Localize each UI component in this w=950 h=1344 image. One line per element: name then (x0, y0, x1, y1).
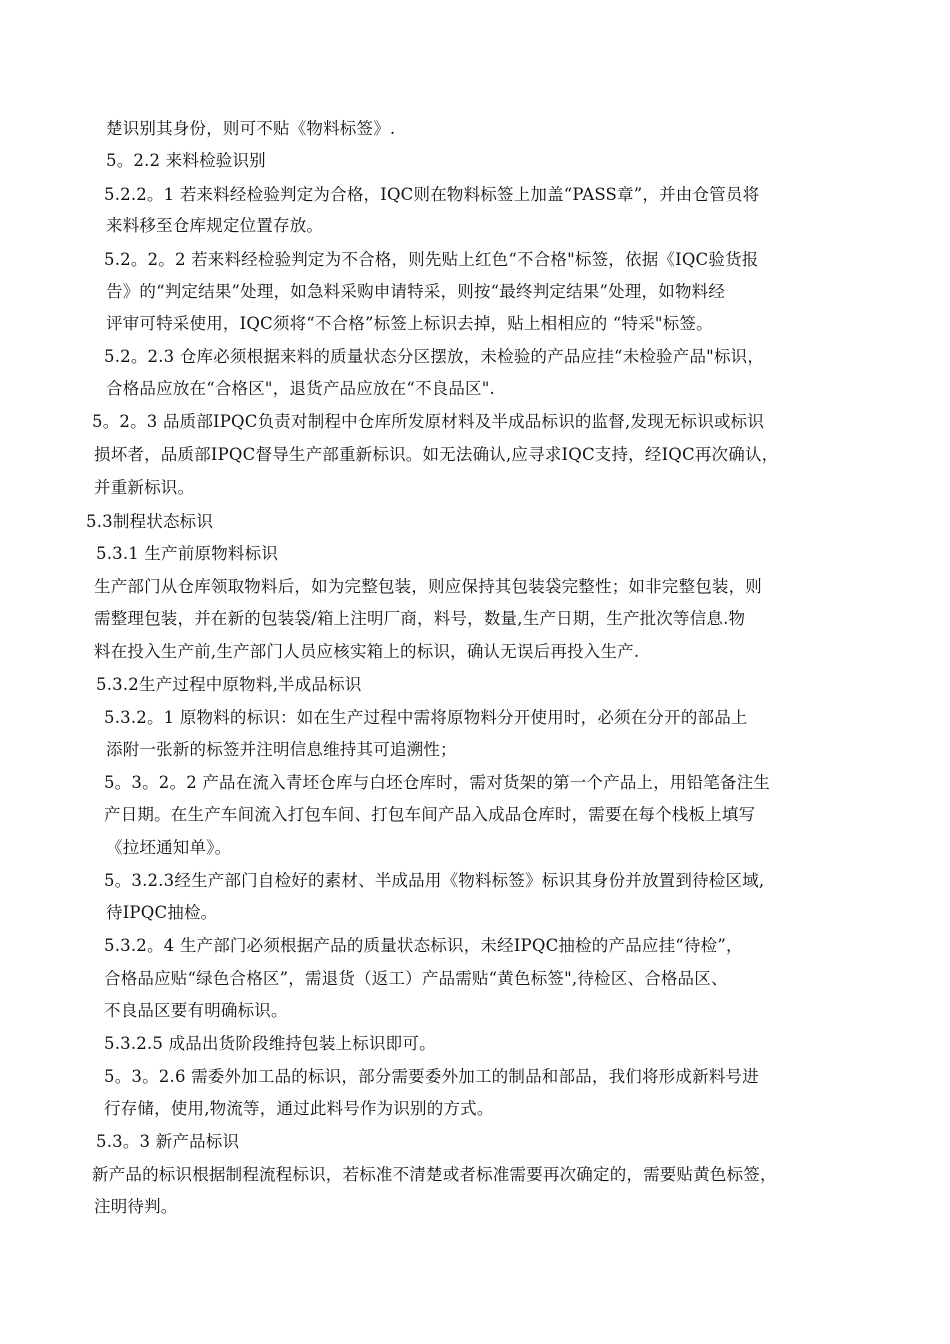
text-line: 行存储，使用,物流等，通过此料号作为识别的方式。 (104, 1099, 494, 1118)
text-line: 评审可特采使用，IQC须将“不合格”标签上标识去掉，贴上相相应的 “特采"标签。 (106, 314, 713, 333)
text-line: 5.3.2。1 原物料的标识：如在生产过程中需将原物料分开使用时，必须在分开的部品上 (104, 708, 748, 727)
text-line: 5.2。2.3 仓库必须根据来料的质量状态分区摆放，未检验的产品应挂“未检验产品"标识， (104, 347, 765, 366)
text-line: 5。3。2。2 产品在流入青坯仓库与白坯仓库时，需对货架的第一个产品上，用铅笔备注生 (104, 773, 771, 792)
text-line: 5。3.2.3经生产部门自检好的素材、半成品用《物料标签》标识其身份并放置到待检区域, (104, 871, 765, 890)
text-line: 并重新标识。 (94, 478, 195, 497)
text-line: 需整理包装，并在新的包装袋/箱上注明厂商，料号，数量,生产日期，生产批次等信息.物 (94, 609, 746, 628)
section-heading: 5.3.1 生产前原物料标识 (96, 544, 279, 563)
text-line: 待IPQC抽检。 (106, 903, 218, 922)
text-line: 料在投入生产前,生产部门人员应核实箱上的标识，确认无误后再投入生产. (94, 642, 640, 661)
text-line: 不良品区要有明确标识。 (104, 1001, 288, 1020)
text-line: 来料移至仓库规定位置存放。 (106, 216, 324, 235)
text-line: 楚识别其身份，则可不贴《物料标签》. (106, 119, 396, 138)
section-heading: 5.3。3 新产品标识 (96, 1132, 240, 1151)
text-line: 5.2。2。2 若来料经检验判定为不合格，则先贴上红色“不合格"标签，依据《IQC验货报 (104, 250, 759, 269)
text-line: 注明待判。 (94, 1197, 178, 1216)
text-line: 5.3.2。4 生产部门必须根据产品的质量状态标识，未经IPQC抽检的产品应挂“待检”， (104, 936, 743, 955)
text-line: 5。3。2.6 需委外加工品的标识，部分需要委外加工的制品和部品，我们将形成新料号进 (104, 1067, 759, 1086)
section-heading: 5.3制程状态标识 (86, 512, 214, 531)
text-line: 生产部门从仓库领取物料后，如为完整包装，则应保持其包装袋完整性；如非完整包装，则 (94, 577, 762, 596)
section-heading: 5.3.2生产过程中原物料,半成品标识 (96, 675, 362, 694)
text-line: 添附一张新的标签并注明信息维持其可追溯性； (106, 740, 457, 759)
text-line: 5.2.2。1 若来料经检验判定为合格，IQC则在物料标签上加盖“PASS章”，并由仓管员将 (104, 185, 760, 204)
text-line: 产日期。在生产车间流入打包车间、打包车间产品入成品仓库时，需要在每个栈板上填写 (104, 805, 756, 824)
text-line: 《拉坯通知单》。 (106, 838, 232, 857)
text-line: 合格品应放在“合格区"，退货产品应放在“不良品区". (106, 379, 495, 398)
text-line: 损坏者，品质部IPQC督导生产部重新标识。如无法确认,应寻求IQC支持，经IQC再次确认， (94, 445, 779, 464)
section-heading: 5。2.2 来料检验识别 (106, 151, 266, 170)
text-line: 合格品应贴“绿色合格区”，需退货（返工）产品需贴“黄色标签",待检区、合格品区、 (104, 969, 728, 988)
text-line: 5。2。3 品质部IPQC负责对制程中仓库所发原材料及半成品标识的监督,发现无标识或标识 (92, 412, 765, 431)
text-line: 新产品的标识根据制程流程标识，若标准不清楚或者标准需要再次确定的，需要贴黄色标签， (92, 1165, 777, 1184)
text-line: 告》的“判定结果”处理，如急料采购申请特采，则按“最终判定结果”处理，如物料经 (106, 282, 726, 301)
text-line: 5.3.2.5 成品出货阶段维持包装上标识即可。 (104, 1034, 436, 1053)
